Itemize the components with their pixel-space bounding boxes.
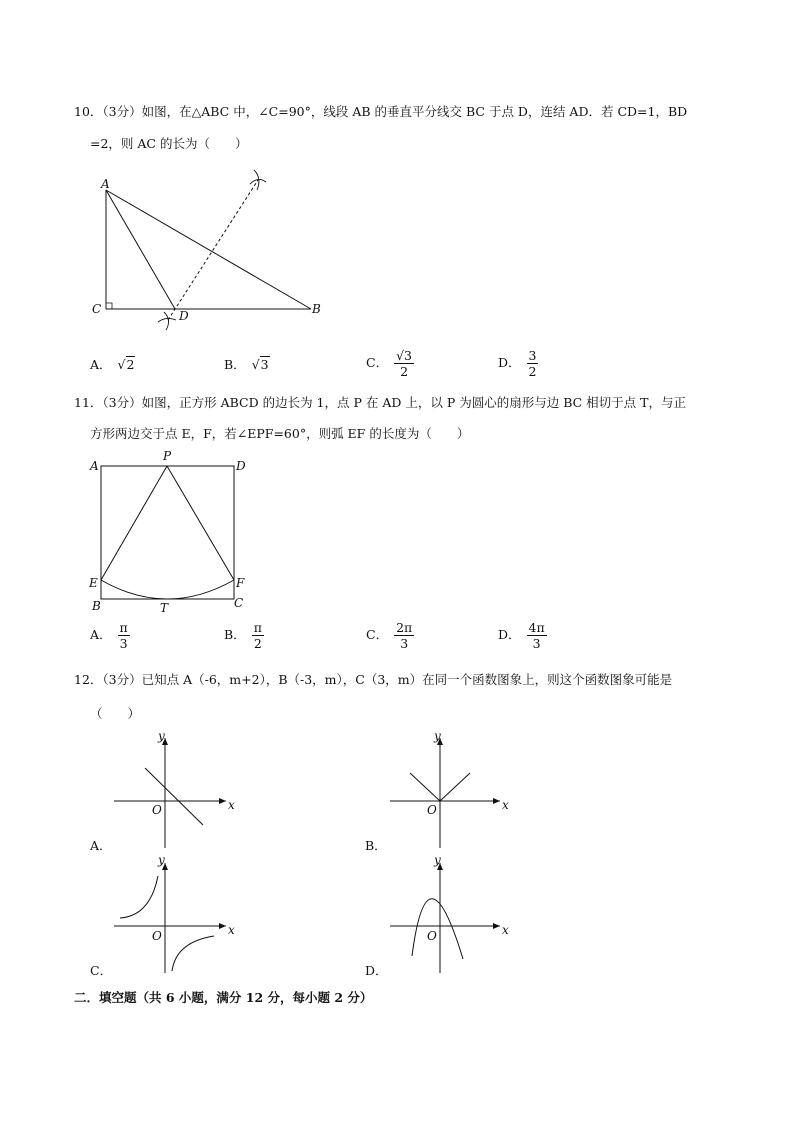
q12-option-d[interactable]: D． bbox=[365, 963, 388, 978]
option-label: B． bbox=[224, 357, 246, 372]
q12-option-a[interactable]: A． bbox=[90, 838, 112, 853]
q11-label-T: T bbox=[160, 601, 169, 615]
option-label: A． bbox=[90, 357, 112, 372]
q10-label-B: B bbox=[312, 302, 321, 316]
sqrt-expr: √2 bbox=[117, 357, 135, 372]
option-label: A． bbox=[90, 627, 112, 642]
option-label: C． bbox=[366, 627, 389, 642]
origin-label: O bbox=[427, 929, 437, 943]
q12-text-line1: 12．（3分）已知点 A（-6，m+2），B（-3，m），C（3，m）在同一个函数图象上，则这个函数图象可能是 bbox=[74, 672, 673, 687]
q10-label-D: D bbox=[179, 309, 189, 323]
axis-x-label: x bbox=[502, 923, 509, 937]
q11-label-P: P bbox=[163, 449, 172, 463]
fraction: $\frac{\pi}{2}$ bbox=[253, 620, 262, 651]
axis-x-label: x bbox=[502, 798, 509, 812]
option-label: C． bbox=[366, 355, 389, 370]
axis-y-label: y bbox=[434, 729, 441, 743]
q10-text-line2: =2，则 AC 的长为（ ） bbox=[90, 136, 248, 151]
axis-x-label: x bbox=[228, 923, 235, 937]
origin-label: O bbox=[152, 803, 162, 817]
q12-option-b[interactable]: B． bbox=[365, 838, 387, 853]
fraction: $\frac{4\pi}{3}$ bbox=[528, 620, 545, 651]
q11-text-line1: 11．（3分）如图，正方形 ABCD 的边长为 1，点 P 在 AD 上，以 P 为圆心的扇形与边 BC 相切于点 T，与正 bbox=[74, 395, 686, 410]
q12-option-c[interactable]: C． bbox=[90, 963, 113, 978]
axis-y-label: y bbox=[158, 853, 165, 867]
q11-label-A: A bbox=[90, 459, 99, 473]
q11-label-B: B bbox=[92, 599, 101, 613]
q10-text-line1: 10．（3分）如图，在△ABC 中，∠C=90°，线段 AB 的垂直平分线交 BC 于点 D，连结 AD．若 CD=1，BD bbox=[74, 104, 688, 119]
q10-label-A: A bbox=[101, 177, 110, 191]
axis-y-label: y bbox=[158, 729, 165, 743]
sqrt-expr: √3 bbox=[251, 357, 269, 372]
option-label: D． bbox=[498, 355, 521, 370]
q12-text-line2: （ ） bbox=[90, 706, 141, 721]
q11-text-line2: 方形两边交于点 E，F，若∠EPF=60°，则弧 EF 的长度为（ ） bbox=[90, 426, 470, 441]
origin-label: O bbox=[427, 803, 437, 817]
fraction: $\frac{√3}{2}$ bbox=[396, 348, 412, 379]
fraction: $\frac{\pi}{3}$ bbox=[119, 620, 128, 651]
axis-y-label: y bbox=[434, 853, 441, 867]
q11-label-F: F bbox=[236, 576, 245, 590]
q11-label-C: C bbox=[234, 596, 244, 610]
q11-label-D: D bbox=[236, 459, 246, 473]
fraction: $\frac{2\pi}{3}$ bbox=[396, 620, 413, 651]
option-label: B． bbox=[224, 627, 246, 642]
axis-x-label: x bbox=[228, 798, 235, 812]
section-title: 二．填空题（共 6 小题，满分 12 分，每小题 2 分） bbox=[74, 990, 373, 1005]
origin-label: O bbox=[152, 929, 162, 943]
q11-label-E: E bbox=[89, 576, 98, 590]
option-label: D． bbox=[498, 627, 521, 642]
fraction: $\frac{3}{2}$ bbox=[528, 348, 537, 379]
q10-label-C: C bbox=[92, 302, 102, 316]
